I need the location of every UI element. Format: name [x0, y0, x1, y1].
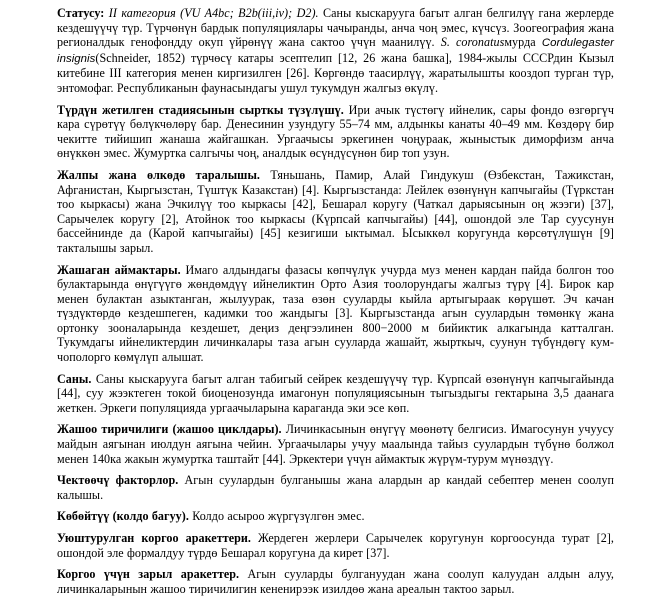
- section-conservation-measures-taken: [57, 531, 614, 560]
- section-distribution-body: Тяньшань, Памир, Алай Гиндукуш (Өзбекстан, Тажикстан, Афганистан, Кыргызстан, Түштүк Казакстан) [4]. Кыргызстанда: Лейлек өзөнүнүн капчыгайы (Түркстан тоо кыркасы) жана Эчкилүү тоо кыркасы [42], Бешарал коругу (Чаткал дарыясынын оң жээги) [37], Сарычелек коругу [2], Атойнок тоо кыркасы (Күрпсай капчыгайы) [44], ошондой эле Тар суусунун бассейниндe да (Карой капчыгайы) [45] кезигиши ыктымал. Ысыккөл коругунда көрсөтүлүшүн [9] такталышы зарыл.: [57, 167, 614, 255]
- section-lifecycle-heading: Жашоо тиричилиги (жашоо циклдары).: [57, 422, 282, 437]
- section-limiting-factors: [57, 473, 614, 502]
- section-status: [57, 6, 614, 96]
- status-category-italic: II категория (VU A4bc; B2b(iii,iv); D2).: [108, 6, 319, 20]
- section-conservation-measures-taken-body: Жердеген жерлери Сарычелек коругунун коргоосунда турат [2], ошондой эле формалдуу түрдө Бешарал коругуна да кирет [37].: [57, 531, 614, 560]
- section-distribution-heading: Жалпы жана өлкөдө таралышы.: [57, 167, 261, 182]
- section-lifecycle-body: Личинкасынын өнүгүү мөөнөтү белгисиз. Имагосунун учуусу майдын аягынан июлдун аягына чейин. Ургаачылары учуу маалында тайыз суулардын түбүнө болжол менен 140ка жакын жумуртка таштайт [44]. Эркектери үчүн аймактык жүрүм-турум мүнөздүү.: [57, 422, 615, 466]
- section-status-body-part2: (Schneider, 1852) түрчөсү катары эсептелип [12, 26 жана башка], 1984-жылы СССРдин Кызыл китебине III категория менен киргизилген [26]. Көргөндө таасирлүү, жаратылышты кооздоп турган түр, энтомофаг. Республиканын фаунасындагы ушул тукумдун жалгыз өкүлү.: [57, 50, 614, 95]
- section-breeding-heading: Көбөйтүү (колдо багуу).: [57, 509, 189, 524]
- section-habitat: [57, 263, 614, 365]
- section-status-heading: Статусу:: [57, 6, 105, 20]
- section-numbers-body: Саны кыскарууга багыт алган табигый сейрек кездешүүчү түр. Күрпсай өзөнүнүн капчыгайында [44], суу жээктеген токой биоценозунда имагонун популяциясынын тыгыздыгы гектарына 3,5 даанага жеткен. Эркеги популяцияда ургаачыларына караганда эки эсе көп.: [57, 371, 614, 415]
- section-limiting-factors-body: Агын суулардын булганышы жана алардын ар кандай себептер менен соолуп калышы.: [57, 473, 614, 502]
- section-breeding-body: Колдо асыроо жүргүзүлгөн эмес.: [192, 509, 365, 524]
- section-breeding: [57, 509, 614, 524]
- section-numbers-heading: Саны.: [57, 371, 92, 386]
- section-conservation-measures-needed: [57, 567, 614, 596]
- scientific-name-abbreviated: S. coronatus: [440, 35, 505, 50]
- section-habitat-heading: Жашаган аймактары.: [57, 262, 181, 277]
- section-limiting-factors-heading: Чектөөчү факторлор.: [57, 473, 179, 488]
- section-morphology-body: Ири ачык түстөгү ийнелик, сары фондо өзгөргүч кара сүрөтүү бөлүкчөлөрү бар. Денесинин узундугу 55–74 мм, алдынкы канаты 40–49 мм. Көздөрү бир чекитте тийишип жанаша жайгашкан. Ургаачысы эркегинен чоңураак, жыныстык диморфизм анча өнүккөн эмес. Жумуртка салгычы чоң, аналдык өсүндүсүнөн бир топ узун.: [57, 102, 614, 161]
- scientific-name-full: Cordulegaster insignis: [57, 37, 615, 65]
- status-mid-word: мурда: [504, 35, 536, 50]
- section-status-body-part1: Саны кыскарууга багыт алган белгилүү гана жерлерде кездешүүчү түр. Түрчөнүн бардык популяциялары чачыранды, анча чоң эмес, күчсүз. Зоогеография жана регионалдык генофондду окуп үйрөнүү жана сактоо үчүн маанилүү.: [57, 6, 614, 50]
- section-lifecycle: [57, 422, 614, 466]
- section-morphology-heading: Түрдүн жетилген стадиясынын сырткы түзүлүшү.: [57, 102, 344, 117]
- section-morphology: [57, 103, 614, 161]
- section-conservation-measures-taken-heading: Уюштурулган коргоо аракеттери.: [57, 531, 251, 545]
- section-conservation-measures-needed-heading: Коргоо үчүн зарыл аракеттер.: [57, 567, 240, 582]
- section-numbers: [57, 372, 614, 416]
- section-habitat-body: Имаго алдындагы фазасы көпчүлүк учурда муз менен кардан пайда болгон тоо булактарында өнүгүүгө жөндөмдүү ийнеликтин Орто Азия тоолорундагы жалгыз түрү [4]. Бирок кар менен булактан азыктанган, жылуурак, таза өзөн сууларды кыйла артыгыраак көрүшөт. Эч качан түздүктөрдө кездешпеген, кадимки тоо жандыгы [3]. Кыргызстанда агын суулардын төмөнкү жана ортонку зооналарында кездешет, деңиз деңгээлинен 800−2000 м бийиктик алкагында катталган. Тукумдагы ийнеликтердин личинкалары таза агын сууларда жашайт, жырткыч, суунун түбүндөгү кум-чополорго көмүлүп алышат.: [57, 262, 614, 365]
- section-distribution: [57, 168, 614, 256]
- document-page: [57, 6, 614, 596]
- section-conservation-measures-needed-body: Агын сууларды булгануудан жана соолуп калуудан алдын алуу, личинкаларынын жашоо тиричилигин кененирээк изилдөө жана ареалын тактоо зарыл.: [57, 567, 614, 596]
